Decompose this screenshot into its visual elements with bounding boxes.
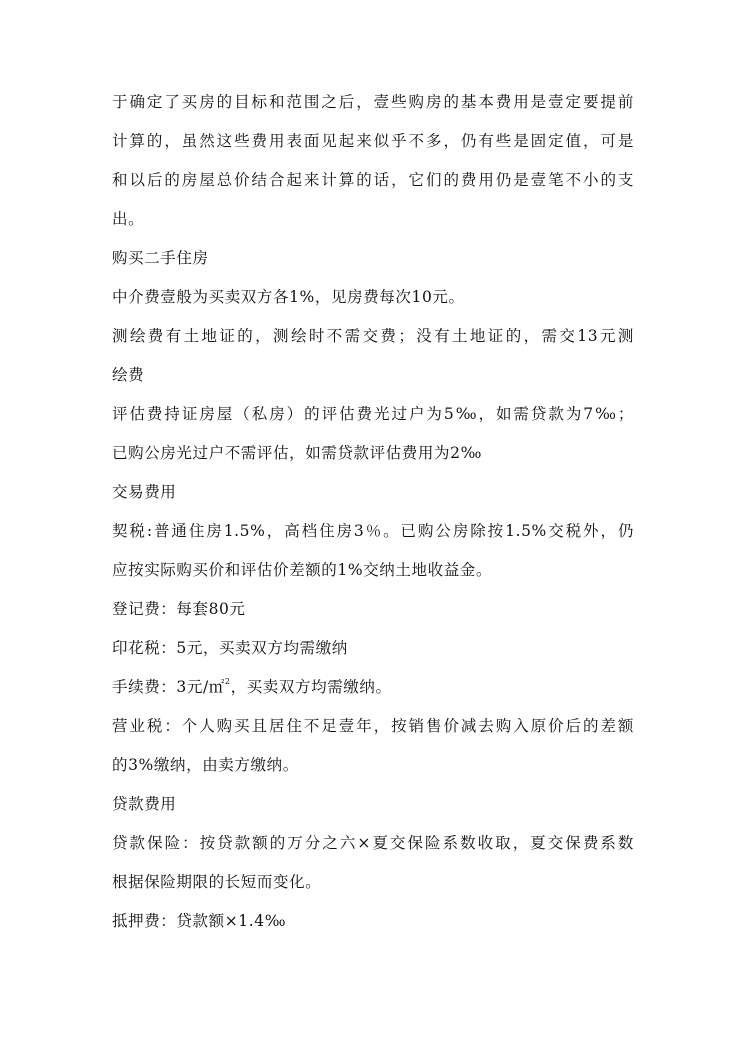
handling-fee-post: ，买卖双方均需缴纳。 <box>230 678 392 696</box>
deed-tax <box>112 521 634 599</box>
text-line: 贷款保险：按贷款额的万分之六×夏交保险系数收取，夏交保费系数 <box>112 834 634 852</box>
text-line: 已购公房光过户不需评估，如需贷款评估费用为2‰ <box>112 444 482 462</box>
text-line: 测绘费有土地证的，测绘时不需交费；没有土地证的，需交13元测 <box>112 327 634 345</box>
text-line: 评估费持证房屋（私房）的评估费光过户为5‰，如需贷款为7‰； <box>112 405 634 423</box>
text-line: 计算的，虽然这些费用表面见起来似乎不多，仍有些是固定值，可是 <box>112 132 634 150</box>
heading-second-hand: 购买二手住房 <box>112 249 209 267</box>
text-line: 和以后的房屋总价结合起来计算的话，它们的费用仍是壹笔不小的支 <box>112 171 634 189</box>
stamp-duty: 印花税：5元，买卖双方均需缴纳 <box>112 639 348 657</box>
document-body <box>112 92 634 931</box>
heading-loan-fees: 贷款费用 <box>112 795 177 813</box>
paragraph-intro <box>112 92 634 248</box>
text-line: 绘费 <box>112 366 145 384</box>
handling-fee <box>112 677 634 697</box>
text-line: 营业税：个人购买且居住不足壹年，按销售价减去购入原价后的差额 <box>112 717 634 735</box>
survey-fee <box>112 326 634 404</box>
registration-fee: 登记费：每套80元 <box>112 600 246 618</box>
mortgage-fee: 抵押费：贷款额×1.4‰ <box>112 912 287 930</box>
text-line: 契税:普通住房1.5%，高档住房3％。已购公房除按1.5%交税外，仍 <box>112 522 634 540</box>
handling-fee-pre: 手续费：3元/㎡ <box>112 678 225 696</box>
heading-transaction-fees: 交易费用 <box>112 483 177 501</box>
text-line: 出。 <box>112 210 145 228</box>
agency-fee: 中介费壹般为买卖双方各1%，见房费每次10元。 <box>112 288 465 306</box>
text-line: 的3%缴纳，由卖方缴纳。 <box>112 756 299 774</box>
handling-fee-sup: 2 <box>224 677 231 686</box>
loan-insurance <box>112 833 634 911</box>
text-line: 根据保险期限的长短而变化。 <box>112 873 322 891</box>
text-line: 应按实际购买价和评估价差额的1%交纳土地收益金。 <box>112 561 492 579</box>
appraisal-fee <box>112 404 634 482</box>
business-tax <box>112 716 634 794</box>
text-line: 于确定了买房的目标和范围之后，壹些购房的基本费用是壹定要提前 <box>112 93 634 111</box>
